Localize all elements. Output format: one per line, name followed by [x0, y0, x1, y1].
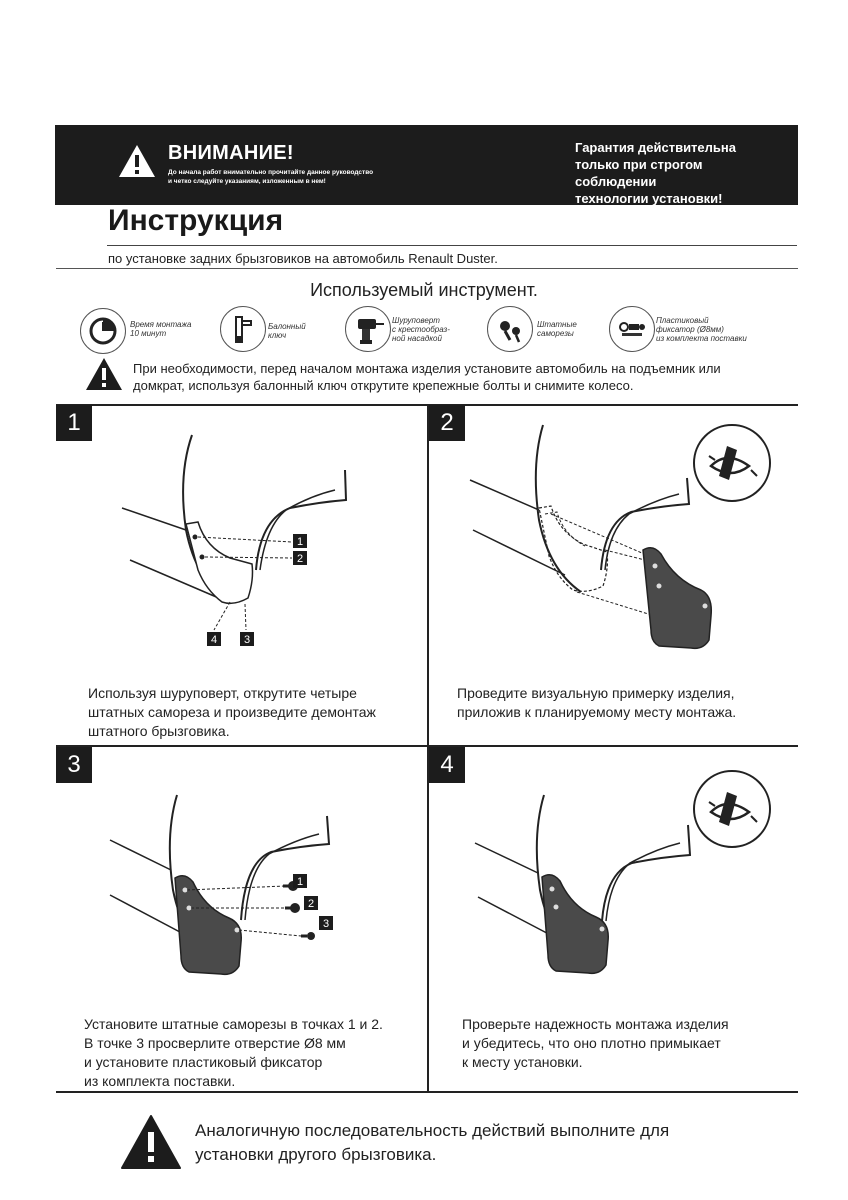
preparation-notice: При необходимости, перед началом монтажа изделия установите автомобиль на подъемник или домкрат, используя балонный ключ открутите крепежные болты и снимите колесо. — [133, 361, 721, 393]
subtitle-divider — [56, 268, 798, 269]
step-number-badge: 3 — [56, 747, 92, 783]
tool-label-time: Время монтажа 10 минут — [130, 320, 192, 338]
tools-heading: Используемый инструмент. — [310, 280, 538, 300]
callout-label: 2 — [296, 553, 304, 565]
screws-icon — [487, 306, 533, 352]
tool-label-fastener: Пластиковый фиксатор (Ø8мм) из комплекта поставки — [656, 316, 747, 343]
step3-illustration — [105, 790, 365, 990]
callout-label: 1 — [296, 876, 304, 888]
page-title: Инструкция — [108, 204, 284, 237]
callout-label: 1 — [296, 536, 304, 548]
step1-illustration — [110, 430, 370, 660]
warning-subtext: До начала работ внимательно прочитайте данное руководство и четко следуйте указаниям, изложенным в нем! — [168, 169, 374, 185]
warning-icon — [120, 1114, 182, 1170]
footer-notice: Аналогичную последовательность действий выполните для установки другого брызговика. — [195, 1121, 670, 1164]
step1-text: Используя шуруповерт, открутите четыре штатных самореза и произведите демонтаж штатного брызговика. — [88, 685, 376, 739]
step4-text: Проверьте надежность монтажа изделия и убедитесь, что оно плотно примыкает к месту установки. — [462, 1016, 729, 1070]
callout-label: 4 — [210, 634, 218, 646]
tool-label-wrench: Балонный ключ — [268, 322, 306, 340]
warning-icon — [117, 143, 157, 179]
clock-icon — [80, 308, 126, 354]
callout-label: 3 — [243, 634, 251, 646]
screwdriver-icon — [345, 306, 391, 352]
callout-label: 2 — [307, 898, 315, 910]
step3-text: Установите штатные саморезы в точках 1 и 2. В точке 3 просверлите отверстие Ø8 мм и установите пластиковый фиксатор из комплекта поставки. — [84, 1016, 383, 1089]
step2-text: Проведите визуальную примерку изделия, приложив к планируемому месту монтажа. — [457, 685, 737, 720]
warning-title: ВНИМАНИЕ! — [168, 142, 294, 164]
wheel-wrench-icon — [220, 306, 266, 352]
warning-icon — [85, 357, 123, 391]
tool-label-screwdriver: Шуруповерт с крестообраз- ной насадкой — [392, 316, 450, 343]
callout-label: 3 — [322, 918, 330, 930]
title-divider — [107, 245, 797, 246]
guarantee-notice: Гарантия действительна только при строгом соблюдении технологии установки! — [575, 140, 736, 206]
tool-label-screws: Штатные саморезы — [537, 320, 577, 338]
page-subtitle: по установке задних брызговиков на автомобиль Renault Duster. — [108, 251, 498, 266]
step2-illustration — [465, 420, 785, 660]
step-number-badge: 4 — [429, 747, 465, 783]
step-number-badge: 1 — [56, 405, 92, 441]
step4-illustration — [470, 765, 790, 985]
fastener-icon — [609, 306, 655, 352]
step-number-badge: 2 — [429, 405, 465, 441]
